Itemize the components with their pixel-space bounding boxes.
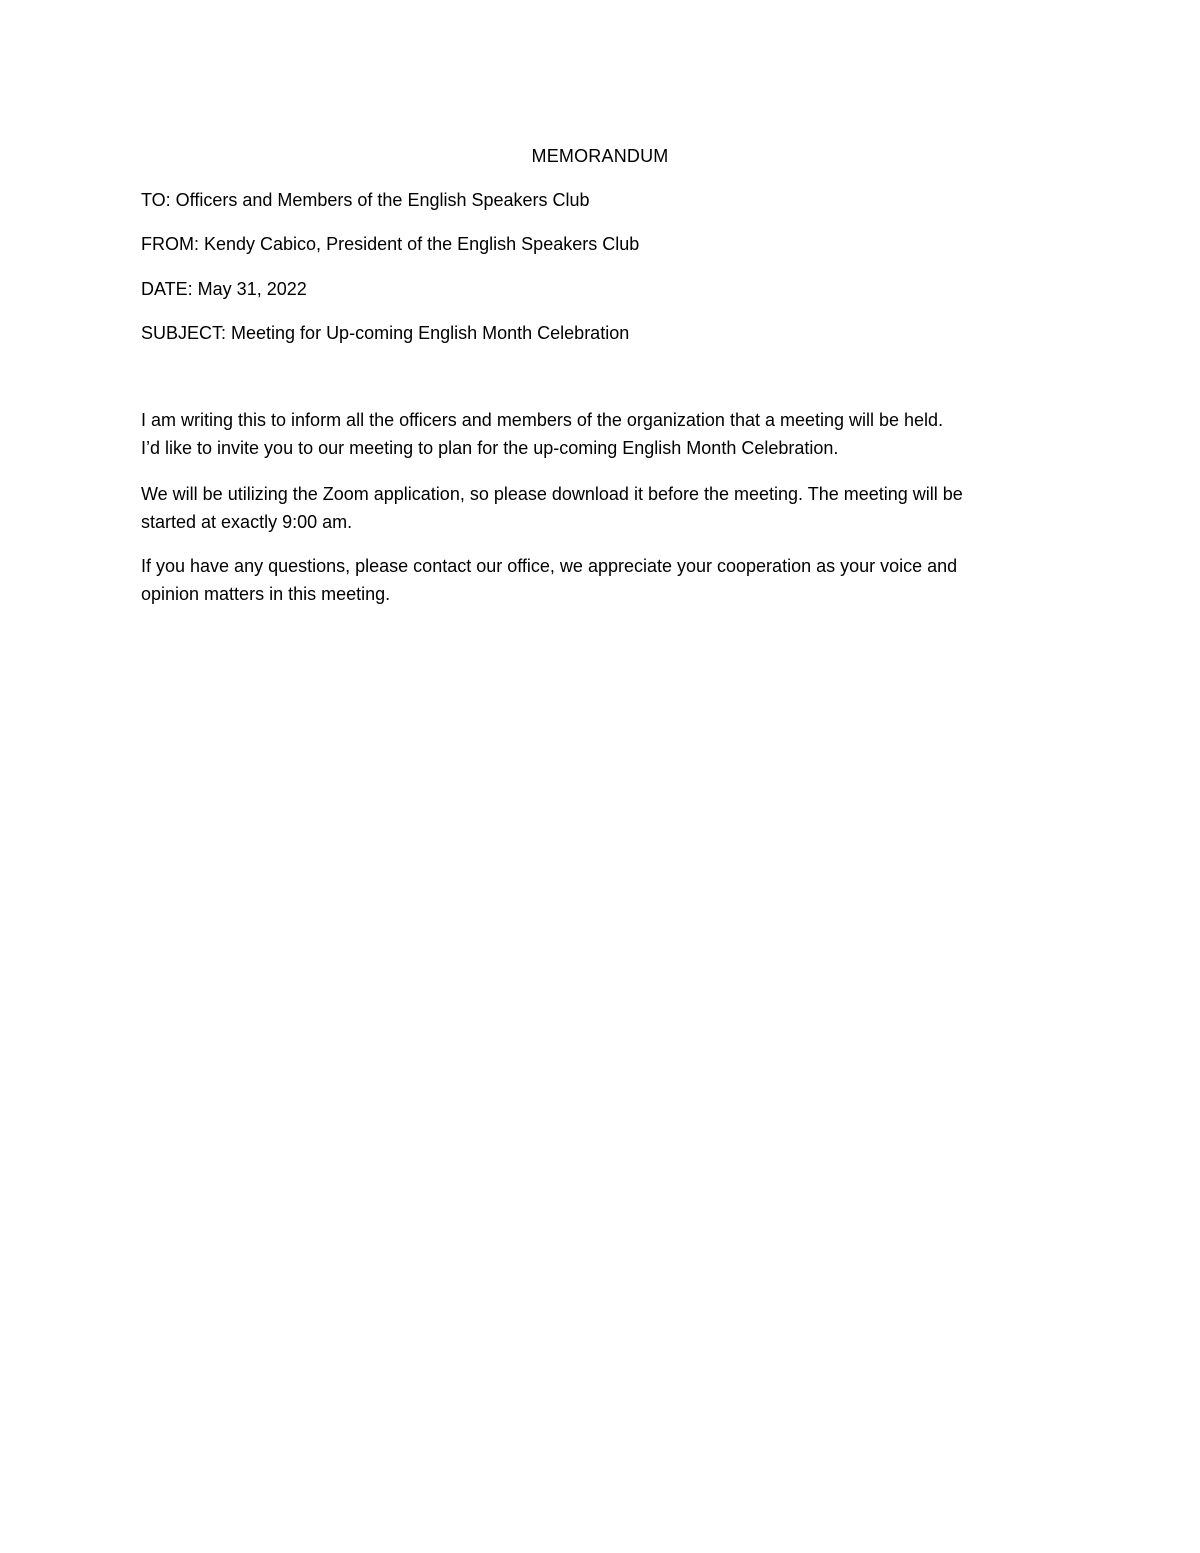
body-paragraph-2 xyxy=(141,480,1061,536)
memo-to-line: TO: Officers and Members of the English Speakers Club xyxy=(141,190,590,210)
memo-date-line: DATE: May 31, 2022 xyxy=(141,279,307,299)
paragraph-line: If you have any questions, please contact our office, we appreciate your cooperation as your voice and xyxy=(141,556,958,576)
paragraph-line: We will be utilizing the Zoom application, so please download it before the meeting. The meeting will be xyxy=(141,484,963,504)
paragraph-line: I am writing this to inform all the officers and members of the organization that a meeting will be held. xyxy=(141,410,944,430)
paragraph-line: opinion matters in this meeting. xyxy=(141,584,391,604)
paragraph-line: I’d like to invite you to our meeting to plan for the up-coming English Month Celebration. xyxy=(141,438,839,458)
paragraph-line: started at exactly 9:00 am. xyxy=(141,512,353,532)
memo-from-line: FROM: Kendy Cabico, President of the English Speakers Club xyxy=(141,234,640,254)
body-paragraph-1 xyxy=(141,406,1061,462)
body-paragraph-3 xyxy=(141,552,1061,608)
memo-title: MEMORANDUM xyxy=(531,146,669,166)
memo-subject-line: SUBJECT: Meeting for Up-coming English Month Celebration xyxy=(141,323,630,343)
